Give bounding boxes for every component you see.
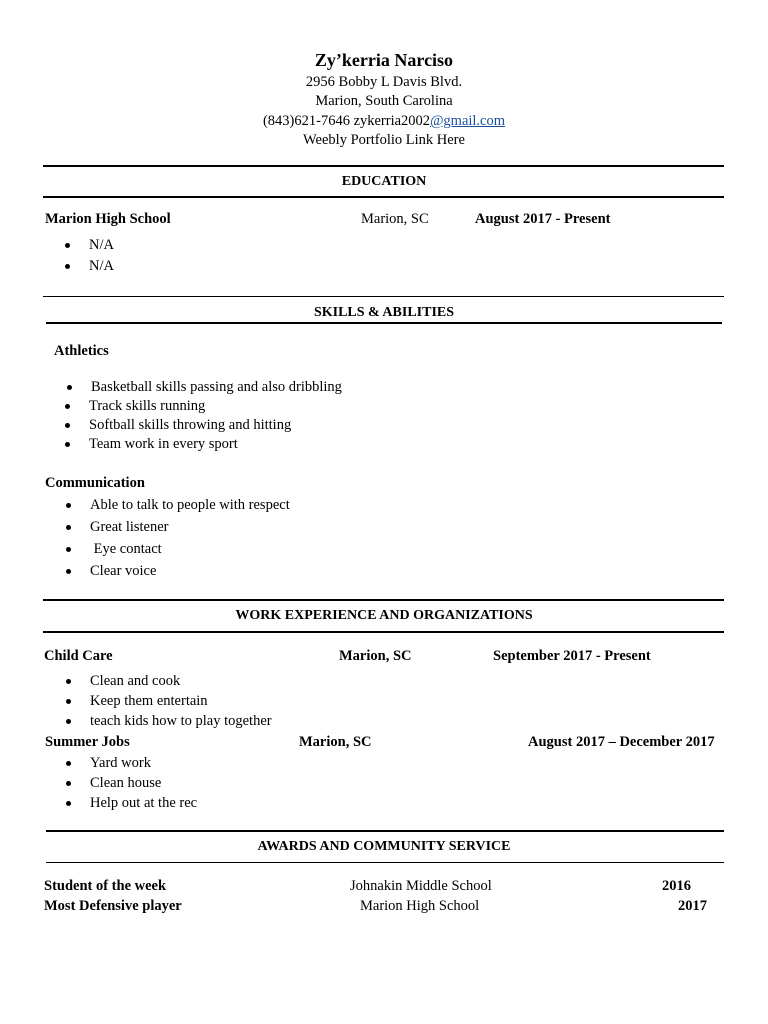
list-item: Clear voice — [66, 563, 156, 580]
award-year: 2017 — [678, 898, 707, 914]
award-title: Student of the week — [44, 878, 167, 894]
address-line-1: 2956 Bobby L Davis Blvd. — [305, 74, 463, 90]
education-location: Marion, SC — [361, 211, 429, 227]
portfolio-link: Weebly Portfolio Link Here — [303, 132, 465, 148]
contact-line — [0, 113, 768, 130]
divider — [46, 322, 722, 324]
job-location: Marion, SC — [339, 648, 412, 664]
work-heading: WORK EXPERIENCE AND ORGANIZATIONS — [235, 608, 533, 623]
address-line-2: Marion, South Carolina — [315, 93, 453, 109]
bullet-icon — [65, 404, 70, 409]
job-dates: August 2017 – December 2017 — [528, 734, 715, 750]
skills-heading: SKILLS & ABILITIES — [313, 305, 455, 320]
awards-heading: AWARDS AND COMMUNITY SERVICE — [257, 839, 511, 854]
bullet-icon — [67, 385, 72, 390]
education-school: Marion High School — [45, 211, 171, 227]
list-item: Softball skills throwing and hitting — [65, 417, 291, 434]
bullet-icon — [65, 264, 70, 269]
list-item: Clean house — [66, 775, 161, 792]
bullet-icon — [65, 442, 70, 447]
list-item: Keep them entertain — [66, 693, 208, 710]
list-item: N/A — [65, 237, 114, 254]
bullet-icon — [66, 719, 71, 724]
list-item: Great listener — [66, 519, 169, 536]
bullet-icon — [66, 679, 71, 684]
bullet-icon — [66, 781, 71, 786]
bullet-icon — [66, 525, 71, 530]
education-heading: EDUCATION — [341, 174, 427, 189]
list-item: Clean and cook — [66, 673, 180, 690]
list-item: Able to talk to people with respect — [66, 497, 290, 514]
divider — [43, 631, 724, 633]
bullet-icon — [66, 503, 71, 508]
athletics-label: Athletics — [54, 343, 109, 359]
phone-and-email-user: (843)621-7646 zykerria2002 — [262, 113, 431, 129]
bullet-icon — [66, 699, 71, 704]
divider — [43, 599, 724, 601]
divider — [43, 296, 724, 297]
list-item: Eye contact — [66, 541, 162, 558]
bullet-icon — [65, 423, 70, 428]
award-place: Johnakin Middle School — [350, 878, 492, 894]
bullet-icon — [65, 243, 70, 248]
list-item: Yard work — [66, 755, 151, 772]
communication-label: Communication — [45, 475, 145, 491]
list-item: Basketball skills passing and also dribbling — [67, 379, 342, 396]
list-item: Team work in every sport — [65, 436, 238, 453]
bullet-icon — [66, 801, 71, 806]
bullet-icon — [66, 547, 71, 552]
job-title: Summer Jobs — [45, 734, 130, 750]
job-dates: September 2017 - Present — [493, 648, 651, 664]
list-item: N/A — [65, 258, 114, 275]
list-item: teach kids how to play together — [66, 713, 272, 730]
award-place: Marion High School — [360, 898, 480, 914]
divider — [46, 830, 724, 832]
divider — [43, 165, 724, 167]
award-title: Most Defensive player — [44, 898, 182, 914]
divider — [46, 862, 724, 863]
email-domain-link[interactable]: @gmail.com — [430, 113, 506, 129]
education-dates: August 2017 - Present — [475, 211, 611, 227]
list-item: Track skills running — [65, 398, 205, 415]
divider — [43, 196, 724, 198]
resume-name: Zy’kerria Narciso — [314, 50, 454, 70]
bullet-icon — [66, 761, 71, 766]
award-year: 2016 — [662, 878, 691, 894]
job-location: Marion, SC — [299, 734, 372, 750]
job-title: Child Care — [44, 648, 113, 664]
list-item: Help out at the rec — [66, 795, 197, 812]
bullet-icon — [66, 569, 71, 574]
